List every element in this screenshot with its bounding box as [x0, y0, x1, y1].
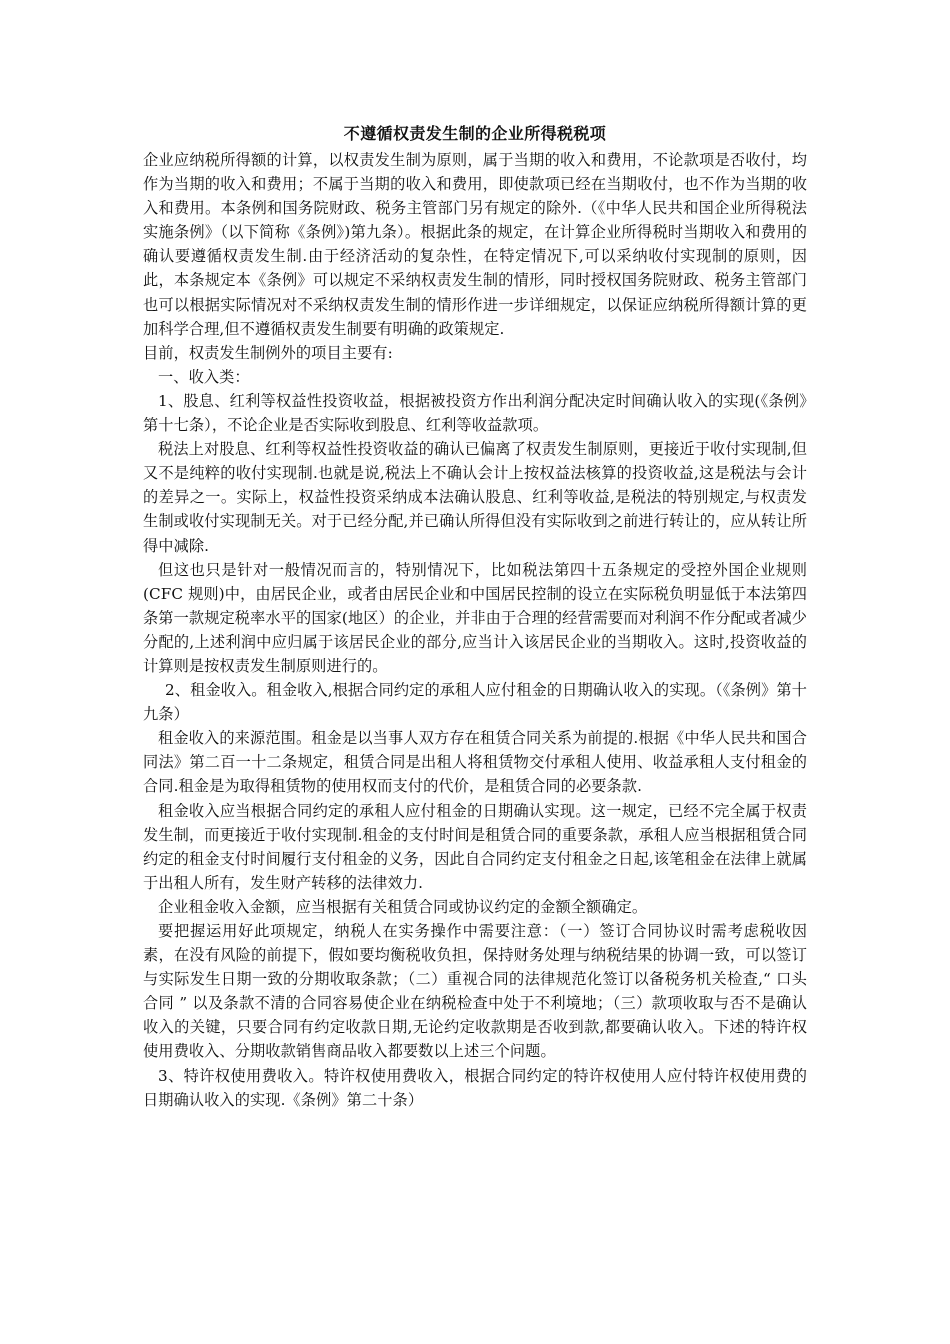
document-title: 不遵循权责发生制的企业所得税税项 — [343, 124, 607, 143]
paragraph-rent-source: 租金收入的来源范围。租金是以当事人双方存在租赁合同关系为前提的.根据《中华人民共和国合同法》第二百一十二条规定，租赁合同是出租人将租赁物交付承租人使用、收益承租人支付租金的合同.租金是为取得租赁物的使用权而支付的代价，是租赁合同的必要条款. — [143, 729, 807, 796]
paragraph-royalty-rule: 3、特许权使用费收入。特许权使用费收入，根据合同约定的特许权使用人应付特许权使用费的日期确认收入的实现.《条例》第二十条） — [143, 1066, 807, 1109]
paragraph-practice-notes: 要把握运用好此项规定，纳税人在实务操作中需要注意：（一）签订合同协议时需考虑税收因素，在没有风险的前提下，假如要均衡税收负担，保持财务处理与纳税结果的协调一致，可以签订与实际发生日期一致的分期收取条款；（二）重视合同的法律规范化签订以备税务机关检查,“ 口头合同 ” 以及条款不清的合同容易使企业在纳税检查中处于不利境地；（三）款项收取与否不是确认收入的关键，只要合同有约定收款日期,无论约定收款期是否收到款,都要确认收入。下述的特许权使用费收入、分期收款销售商品收入都要数以上述三个问题。 — [143, 922, 807, 1061]
paragraph-cfc-rule: 但这也只是针对一般情况而言的，特别情况下，比如税法第四十五条规定的受控外国企业规则(CFC 规则)中，由居民企业，或者由居民企业和中国居民控制的设立在实际税负明显低于本法第四条第一款规定税率水平的国家(地区）的企业，并非由于合理的经营需要而对利润不作分配或者减少分配的,上述利润中应归属于该居民企业的部分,应当计入该居民企业的当期收入。这时,投资收益的计算则是按权责发生制原则进行的。 — [143, 560, 807, 675]
paragraph-rent-amount: 企业租金收入金额，应当根据有关租赁合同或协议约定的金额全额确定。 — [158, 897, 648, 916]
paragraph-dividend-rule: 1、股息、红利等权益性投资收益，根据被投资方作出利润分配决定时间确认收入的实现(《条例》第十七条），不论企业是否实际收到股息、红利等收益款项。 — [143, 391, 807, 435]
paragraph-principle: 企业应纳税所得额的计算，以权责发生制为原则，属于当期的收入和费用，不论款项是否收付，均作为当期的收入和费用；不属于当期的收入和费用，即使款项已经在当期收付，也不作为当期的收入和费用。本条例和国务院财政、税务主管部门另有规定的除外.（《中华人民共和国企业所得税法实施条例》（以下简称《条例》)第九条）。根据此条的规定，在计算企业所得税时当期收入和费用的确认要遵循权责发生制.由于经济活动的复杂性，在特定情况下,可以采纳收付实现制的原则，因此，本条规定本《条例》可以规定不采纳权责发生制的情形，同时授权国务院财政、税务主管部门也可以根据实际情况对不采纳权责发生制的情形作进一步详细规定，以保证应纳税所得额计算的更加科学合理,但不遵循权责发生制要有明确的政策规定. — [143, 151, 807, 338]
paragraph-exceptions-intro: 目前，权责发生制例外的项目主要有: — [143, 343, 393, 362]
paragraph-rent-rule: 2、租金收入。租金收入,根据合同约定的承租人应付租金的日期确认收入的实现。（《条例》第十九条） — [143, 681, 807, 724]
paragraph-rent-recognition: 租金收入应当根据合同约定的承租人应付租金的日期确认实现。这一规定，已经不完全属于权责发生制，而更接近于收付实现制.租金的支付时间是租赁合同的重要条款，承租人应当根据租赁合同约定的租金支付时间履行支付租金的义务，因此自合同约定支付租金之日起,该笔租金在法律上就属于出租人所有，发生财产转移的法律效力. — [143, 801, 807, 892]
document-page — [143, 122, 807, 1112]
section-heading-income: 一、收入类： — [158, 367, 250, 386]
paragraph-dividend-explanation: 税法上对股息、红利等权益性投资收益的确认已偏离了权责发生制原则，更接近于收付实现制,但又不是纯粹的收付实现制.也就是说,税法上不确认会计上按权益法核算的投资收益,这是税法与会计的差异之一。实际上，权益性投资采纳成本法确认股息、红利等收益,是税法的特别规定,与权责发生制或收付实现制无关。对于已经分配,并已确认所得但没有实际收到之前进行转让的，应从转让所得中减除. — [143, 440, 807, 555]
